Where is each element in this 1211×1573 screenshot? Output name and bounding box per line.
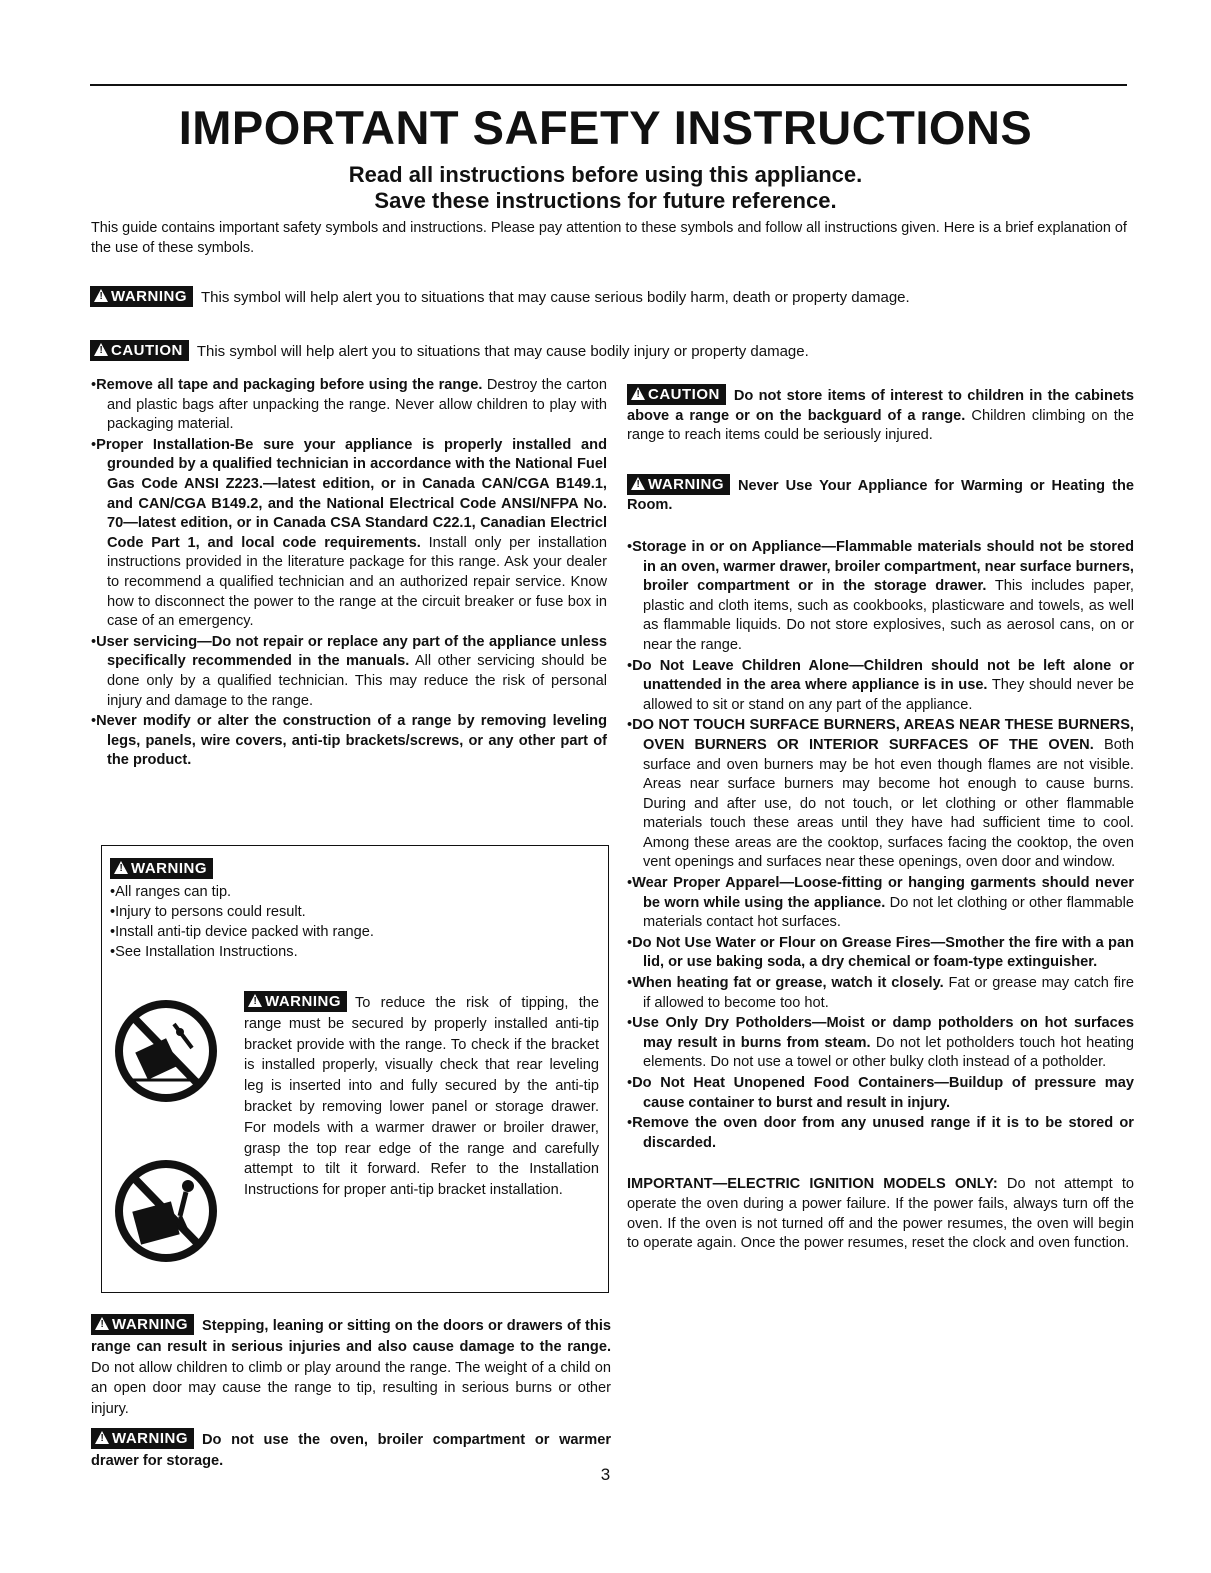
list-item: •When heating fat or grease, watch it closely. Fat or grease may catch fire if allowed to become too hot. bbox=[627, 975, 1134, 1011]
list-item: •Use Only Dry Potholders—Moist or damp potholders on hot surfaces may result in burns from steam. Do not let potholders touch hot heating elements. Do not use a towel or other bulky cloth instead of a potholder. bbox=[627, 1015, 1135, 1071]
warning-triangle-icon: ! bbox=[114, 861, 128, 874]
left-bottom-warnings bbox=[91, 1314, 611, 1472]
right-column bbox=[627, 384, 1134, 1254]
warning-badge: ! WARNING bbox=[91, 1428, 194, 1449]
warning-triangle-icon: ! bbox=[95, 1431, 109, 1444]
intro-paragraph: This guide contains important safety symbols and instructions. Please pay attention to these symbols and follow all instructions given. Here is a brief explanation of the use of these symbols. bbox=[91, 220, 1127, 256]
stepping-warning: ! WARNING Stepping, leaning or sitting on the doors or drawers of this range can result in serious injuries and also cause damage to the range. Do not allow children to climb or play around the range. The weight of a child on an open door may cause the range to tip, resulting in serious burns or other injury. bbox=[91, 1316, 611, 1418]
anti-tip-warning-box bbox=[101, 845, 609, 1293]
tip-warning-text: ! WARNING To reduce the risk of tipping, the range must be secured by properly installed anti-tip bracket provide with the range. To check if the bracket is installed properly, visually check that rear leveling leg is inserted into and fully secured by the anti-tip bracket by removing lower panel or storage drawer. For models with a warmer drawer or broiler drawer, grasp the top rear edge of the range and carefully attempt to tilt it forward. Refer to the Installation Instructions for proper anti-tip bracket installation. bbox=[244, 993, 599, 1199]
warning-triangle-icon: ! bbox=[631, 387, 645, 400]
list-item: •Do Not Leave Children Alone—Children should not be left alone or unattended in the area where appliance is in use. They should never be allowed to sit or stand on any part of the appliance. bbox=[627, 657, 1134, 713]
warning-triangle-icon: ! bbox=[248, 994, 262, 1007]
no-tipping-icon bbox=[110, 996, 222, 1106]
warning-badge: ! WARNING bbox=[91, 1314, 194, 1335]
list-item: •See Installation Instructions. bbox=[110, 944, 298, 960]
electric-ignition-note: IMPORTANT—ELECTRIC IGNITION MODELS ONLY: Do not attempt to operate the oven during a power failure. If the power fails, always turn off the oven. If the oven is not turned off and the power resumes, the oven will begin to operate again. Once the power resumes, reset the clock and oven function. bbox=[627, 1176, 1134, 1252]
list-item: •All ranges can tip. bbox=[110, 884, 232, 900]
list-item: •Injury to persons could result. bbox=[110, 904, 306, 920]
anti-tip-list bbox=[110, 858, 600, 962]
list-item: •Install anti-tip device packed with range. bbox=[110, 924, 374, 940]
warning-badge: ! WARNING bbox=[110, 858, 213, 879]
warning-badge: ! WARNING bbox=[244, 991, 347, 1012]
list-item: •Do Not Heat Unopened Food Containers—Buildup of pressure may cause container to burst and result in injury. bbox=[627, 1075, 1134, 1111]
list-item: •Proper Installation-Be sure your appliance is properly installed and grounded by a qualified technician in accordance with the National Fuel Gas Code ANSI Z223.—latest edition, or in Canada CAN/CGA B149.1, and CAN/CGA B149.2, and the National Electrical Code ANSI/NFPA No. 70—latest edition, or in Canada CSA Standard C22.1, Canadian Electricl Code Part 1, and local code requirements. Install only per installation instructions provided in the literature package for this range. Ask your dealer to recommend a qualified technician and an authorized repair service. Know how to disconnect the power to the range at the circuit breaker or fuse box in case of an emergency. bbox=[91, 436, 608, 630]
list-item: •Wear Proper Apparel—Loose-fitting or hanging garments should never be worn while using the appliance. Do not let clothing or other flammable materials contact hot surfaces. bbox=[627, 875, 1134, 931]
warning-heating-room: ! WARNING Never Use Your Appliance for Warming or Heating the Room. bbox=[627, 475, 1134, 514]
warning-symbol-explanation: ! WARNING This symbol will help alert you to situations that may cause serious bodily harm, death or property damage. bbox=[90, 286, 1140, 309]
warning-triangle-icon: ! bbox=[95, 1317, 109, 1330]
warning-badge: ! WARNING bbox=[90, 286, 193, 307]
list-item: •Do Not Use Water or Flour on Grease Fires—Smother the fire with a pan lid, or use baking soda, a dry chemical or foam-type extinguisher. bbox=[627, 934, 1134, 971]
left-column bbox=[91, 376, 607, 771]
caution-badge: ! CAUTION bbox=[627, 384, 726, 405]
warning-triangle-icon: ! bbox=[631, 477, 645, 490]
warning-triangle-icon: ! bbox=[94, 289, 108, 302]
subtitle-read: Read all instructions before using this appliance. bbox=[348, 162, 863, 187]
caution-symbol-explanation: ! CAUTION This symbol will help alert you to situations that may cause bodily injury or property damage. bbox=[90, 340, 1140, 363]
page-number: 3 bbox=[600, 1465, 611, 1484]
right-bullets bbox=[627, 538, 1134, 1153]
caution-badge: ! CAUTION bbox=[90, 340, 189, 361]
list-item: •Remove all tape and packaging before using the range. Destroy the carton and plastic bags after unpacking the range. Never allow children to play with packaging material. bbox=[91, 377, 607, 433]
top-rule bbox=[90, 84, 1127, 86]
list-item: •DO NOT TOUCH SURFACE BURNERS, AREAS NEAR THESE BURNERS, OVEN BURNERS OR INTERIOR SURFACES OF THE OVEN. Both surface and oven burners may be hot even though flames are not visible. Areas near surface burners may become hot enough to cause burns. During and after use, do not touch, or let clothing or other flammable materials touch these areas until they have had sufficient time to cool. Among these areas are the cooktop, surfaces facing the cooktop, the oven vent openings and surfaces near these openings, oven door and window. bbox=[627, 717, 1134, 871]
warning-triangle-icon: ! bbox=[94, 343, 108, 356]
list-item: •Storage in or on Appliance—Flammable materials should not be stored in an oven, warmer drawer, broiler compartment, near surface burners, broiler compartment or in the storage drawer. This includes paper, plastic and cloth items, such as cookbooks, plasticware and towels, as well as flammable liquids. Do not store explosives, such as aerosol cans, on or near the range. bbox=[627, 538, 1134, 653]
list-item: •Remove the oven door from any unused range if it is to be stored or discarded. bbox=[627, 1115, 1134, 1151]
warning-badge: ! WARNING bbox=[627, 474, 730, 495]
no-climbing-icon bbox=[110, 1156, 222, 1266]
page-title: IMPORTANT SAFETY INSTRUCTIONS bbox=[178, 101, 1033, 154]
caution-children-cabinets: ! CAUTION Do not store items of interest to children in the cabinets above a range or on the backguard of a range. Children climbing on the range to reach items could be seriously injured. bbox=[627, 386, 1134, 444]
list-item: •Never modify or alter the construction of a range by removing leveling legs, panels, wire covers, anti-tip brackets/screws, or any other part of the product. bbox=[91, 713, 607, 769]
storage-warning: ! WARNING Do not use the oven, broiler compartment or warmer drawer for storage. bbox=[91, 1429, 611, 1469]
list-item: •User servicing—Do not repair or replace any part of the appliance unless specifically recommended in the manuals. All other servicing should be done only by a qualified technician. This may reduce the risk of personal injury and damage to the range. bbox=[91, 633, 607, 709]
subtitle-save: Save these instructions for future reference. bbox=[374, 188, 837, 213]
